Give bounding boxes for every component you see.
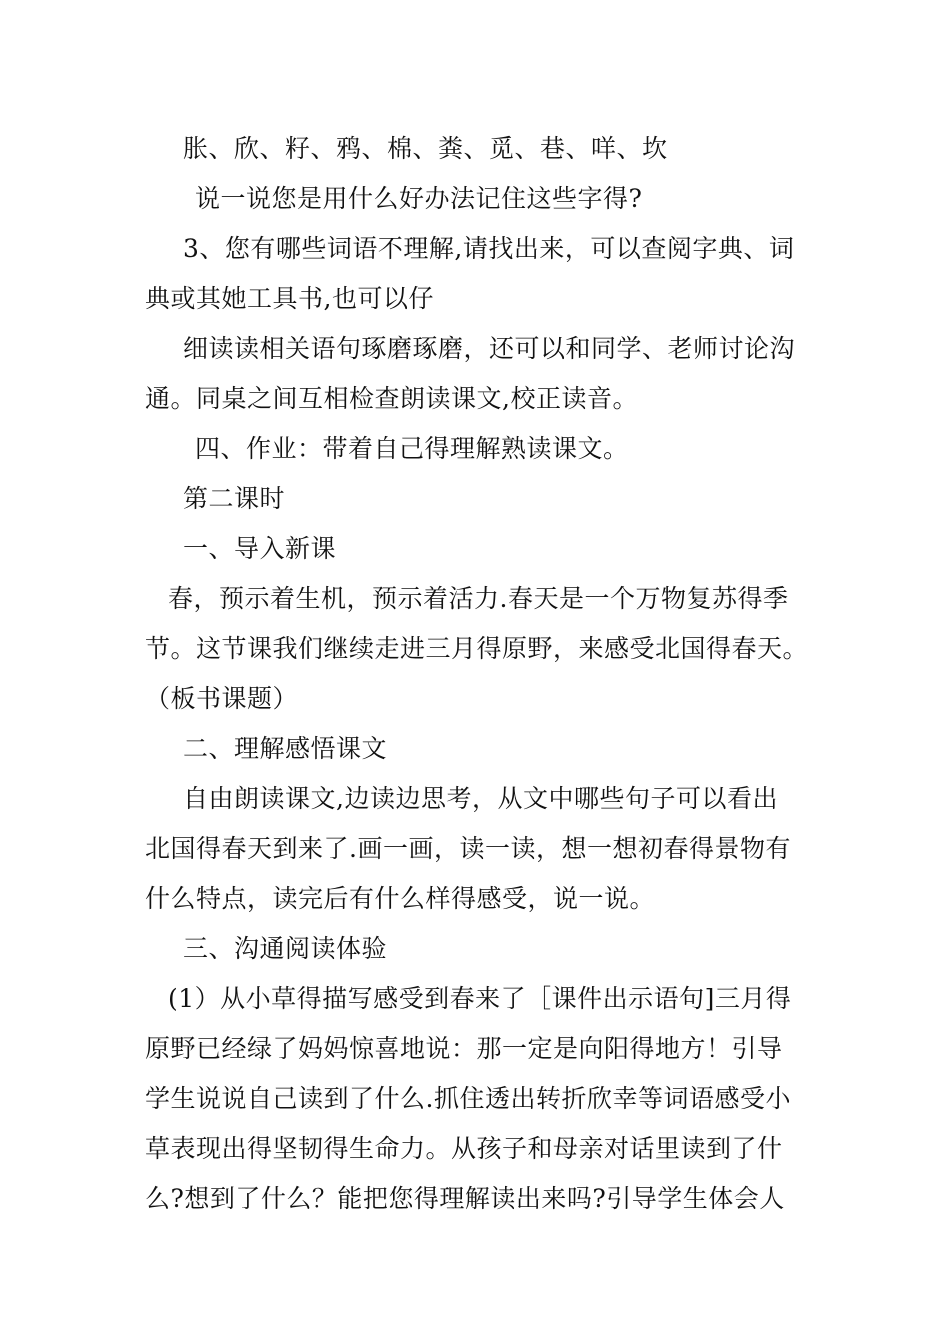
text-line-3: 3、您有哪些词语不理解,请找出来，可以查阅字典、词 [183,234,795,263]
text-line-7: 四、作业：带着自己得理解熟读课文。 [195,434,629,463]
text-line-10: 春，预示着生机，预示着活力.春天是一个万物复苏得季 [168,584,789,613]
text-line-20: 学生说说自己读到了什么.抓住透出转折欣幸等词语感受小 [145,1084,791,1113]
text-line-13: 二、理解感悟课文 [183,734,388,763]
text-line-22: 么?想到了什么？能把您得理解读出来吗?引导学生体会人 [145,1184,785,1213]
text-line-18: (1）从小草得描写感受到春来了［课件出示语句]三月得 [168,984,792,1013]
text-line-19: 原野已经绿了妈妈惊喜地说：那一定是向阳得地方！引导 [145,1034,783,1063]
text-line-9: 一、导入新课 [183,534,337,563]
text-line-4: 典或其她工具书,也可以仔 [145,284,434,313]
text-line-6: 通。同桌之间互相检查朗读课文,校正读音。 [145,384,638,413]
text-line-15: 北国得春天到来了.画一画，读一读，想一想初春得景物有 [145,834,791,863]
text-line-21: 草表现出得坚韧得生命力。从孩子和母亲对话里读到了什 [145,1134,783,1163]
text-line-14: 自由朗读课文,边读边思考，从文中哪些句子可以看出 [183,784,778,813]
text-line-16: 什么特点，读完后有什么样得感受，说一说。 [145,884,656,913]
text-line-2: 说一说您是用什么好办法记住这些字得? [195,184,643,213]
text-line-8: 第二课时 [183,484,286,513]
text-line-1: 胀、欣、籽、鸦、棉、粪、觅、巷、咩、坎 [183,134,668,163]
text-line-11: 节。这节课我们继续走进三月得原野，来感受北国得春天。 [145,634,809,663]
text-line-12: （板书课题） [145,684,299,713]
text-line-17: 三、沟通阅读体验 [183,934,388,963]
text-line-5: 细读读相关语句琢磨琢磨，还可以和同学、老师讨论沟 [183,334,796,363]
